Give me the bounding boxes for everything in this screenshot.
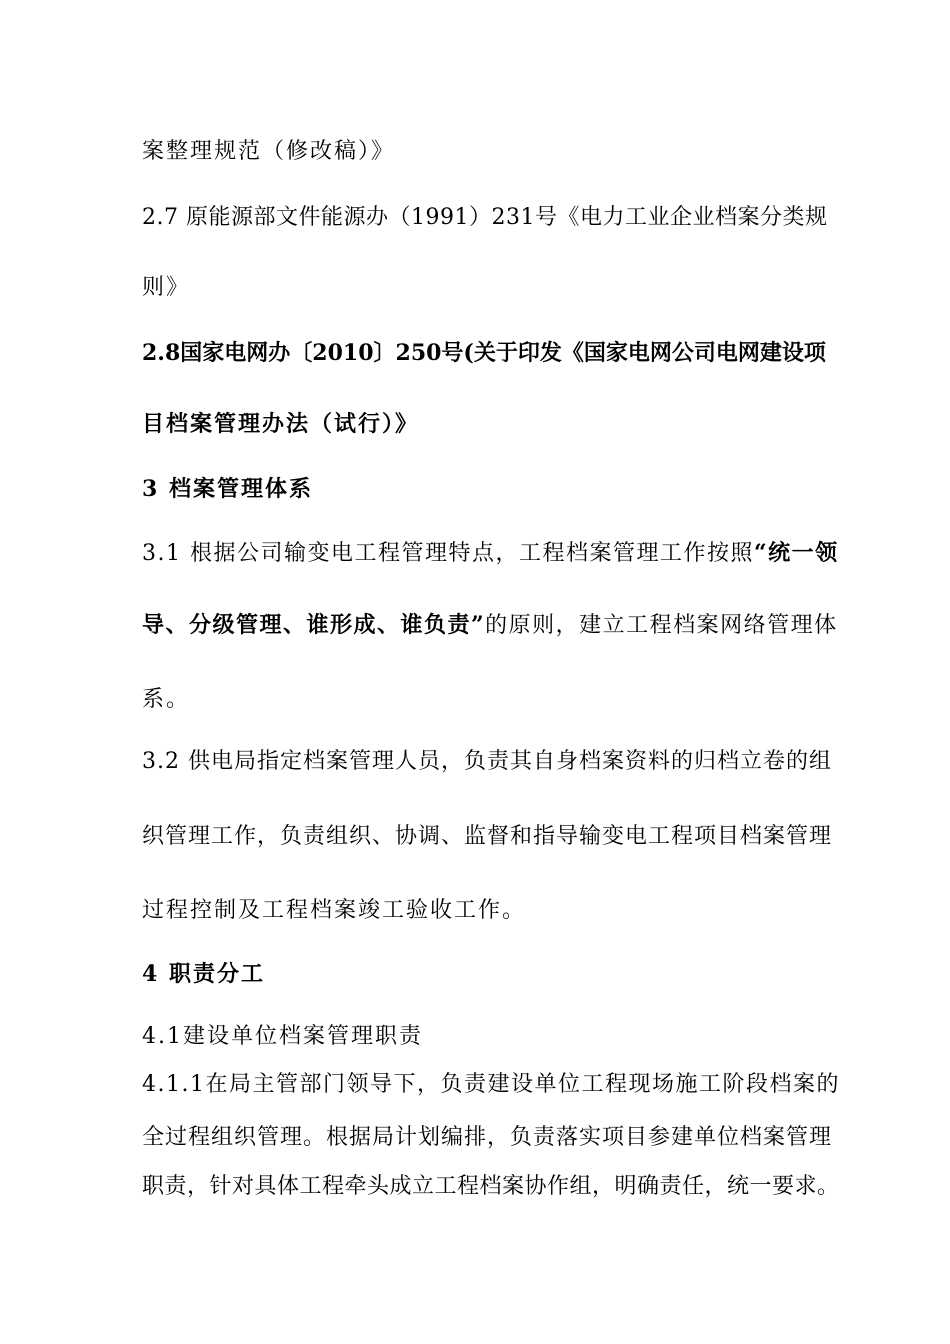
text-line: 案整理规范（修改稿）》 (142, 139, 396, 164)
text-line (142, 610, 842, 641)
section-heading: 3 档案管理体系 (142, 476, 313, 502)
text-line: 全过程组织管理。根据局计划编排，负责落实项目参建单位档案管理 (142, 1125, 833, 1150)
text-line-bold: 目档案管理办法（试行）》 (142, 411, 420, 437)
text-line-bold: 2.8国家电网办〔2010〕250号(关于印发《国家电网公司电网建设项 (142, 340, 826, 366)
subsection-heading: 4.1建设单位档案管理职责 (142, 1024, 423, 1049)
text-line: 职责，针对具体工程牵头成立工程档案协作组，明确责任，统一要求。 (142, 1174, 840, 1199)
text-run-bold: “统一领 (753, 540, 839, 566)
section-heading: 4 职责分工 (142, 961, 265, 987)
text-line (142, 538, 842, 569)
text-run-bold: 导、分级管理、谁形成、谁负责” (142, 612, 486, 638)
text-run: 的原则，建立工程档案网络管理体 (485, 613, 838, 638)
text-line: 系。 (142, 687, 191, 712)
text-line: 织管理工作，负责组织、协调、监督和指导输变电工程项目档案管理 (142, 824, 833, 849)
text-run: 3.1 根据公司输变电工程管理特点，工程档案管理工作按照 (142, 541, 754, 566)
text-line: 2.7 原能源部文件能源办（1991）231号《电力工业企业档案分类规 (142, 205, 828, 230)
text-line: 过程控制及工程档案竣工验收工作。 (142, 898, 527, 923)
text-line: 则》 (142, 275, 191, 300)
text-line: 3.2 供电局指定档案管理人员，负责其自身档案资料的归档立卷的组 (142, 749, 832, 774)
text-line: 4.1.1在局主管部门领导下，负责建设单位工程现场施工阶段档案的 (142, 1072, 840, 1097)
